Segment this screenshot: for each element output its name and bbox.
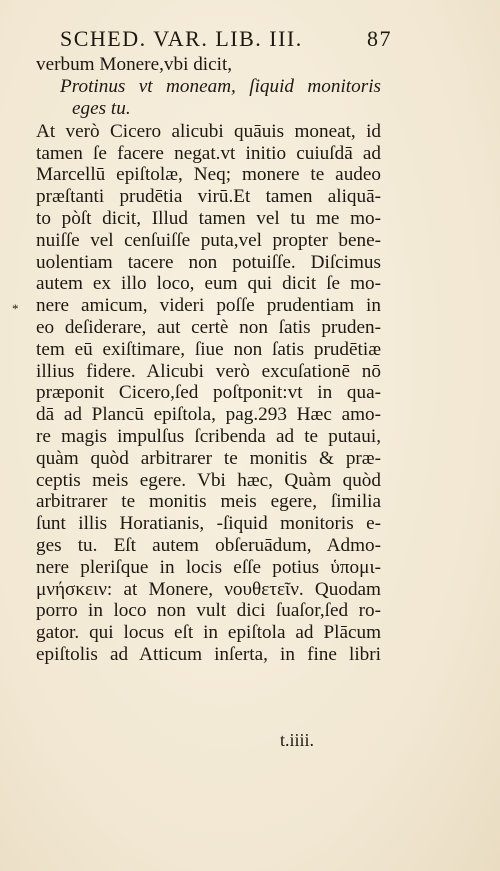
quotation-line: eges tu. [72, 98, 131, 120]
text-line: nuiſſe vel cenſuiſſe puta,vel propter bene- [36, 229, 381, 251]
text-line: epiſtolis ad Atticum inſerta, in fine libri [36, 643, 381, 665]
text-line: ceptis meis egere. Vbi hæc, Quàm quòd [36, 469, 381, 491]
text-line: dā ad Plancū epiſtola, pag.293 Hæc amo- [36, 404, 381, 426]
text-line: tamen ſe facere negat.vt initio cuiuſdā ad [36, 142, 381, 164]
quotation-line: Protinus vt moneam, ſiquid monitoris [60, 75, 381, 97]
text-line: Marcellū epiſtolæ, Neq; monere te audeo [36, 164, 381, 186]
text-line: arbitrarer te monitis meis egere, ſimilia [36, 491, 381, 513]
text-line: to pòſt dicit, Illud tamen vel tu me mo- [36, 207, 381, 229]
margin-mark: * [12, 301, 19, 316]
text-line: ſunt illis Horatianis, -ſiquid monitoris e- [36, 513, 381, 535]
text-line: μνήσκειν: at Monere, νουθετεῖν. Quodam [36, 578, 381, 600]
text-line: re magis impulſus ſcribenda ad te putaui, [36, 425, 381, 447]
text-line: quàm quòd arbitrarer te monitis & præ- [36, 447, 381, 469]
page-number: 87 [367, 26, 392, 51]
text-line: nere pleriſque in locis eſſe potius ὑπομι- [36, 556, 381, 578]
text-line: verbum Monere,vbi dicit, [36, 54, 233, 75]
text-line: tem eū exiſtimare, ſiue non ſatis prudētiæ [36, 338, 381, 360]
text-line: ges tu. Eſt autem obſeruādum, Admo- [36, 534, 381, 556]
body-text [36, 54, 381, 666]
signature-mark: t.iiii. [280, 730, 315, 750]
text-line: porro in loco non vult dici ſuaſor,ſed ro- [36, 600, 381, 622]
text-line: uolentiam tacere non potuiſſe. Diſcimus [36, 251, 381, 273]
text-line: præſtanti prudētia virū.Et tamen aliquā- [36, 186, 381, 208]
text-line: præponit Cicero,ſed poſtponit:vt in qua- [36, 382, 381, 404]
text-line: nere amicum, videri poſſe prudentiam in [36, 295, 381, 317]
text-line: At verò Cicero alicubi quāuis moneat, id [36, 120, 381, 142]
text-line: illius fidere. Alicubi verò excuſationē nō [36, 360, 381, 382]
text-line: gator. qui locus eſt in epiſtola ad Plācum [36, 622, 381, 644]
text-line: eo deſiderare, aut certè non ſatis pruden- [36, 316, 381, 338]
running-header [60, 26, 392, 56]
text-line: autem ex illo loco, eum qui dicit ſe mo- [36, 273, 381, 295]
running-title: SCHED. VAR. LIB. III. [60, 26, 303, 51]
